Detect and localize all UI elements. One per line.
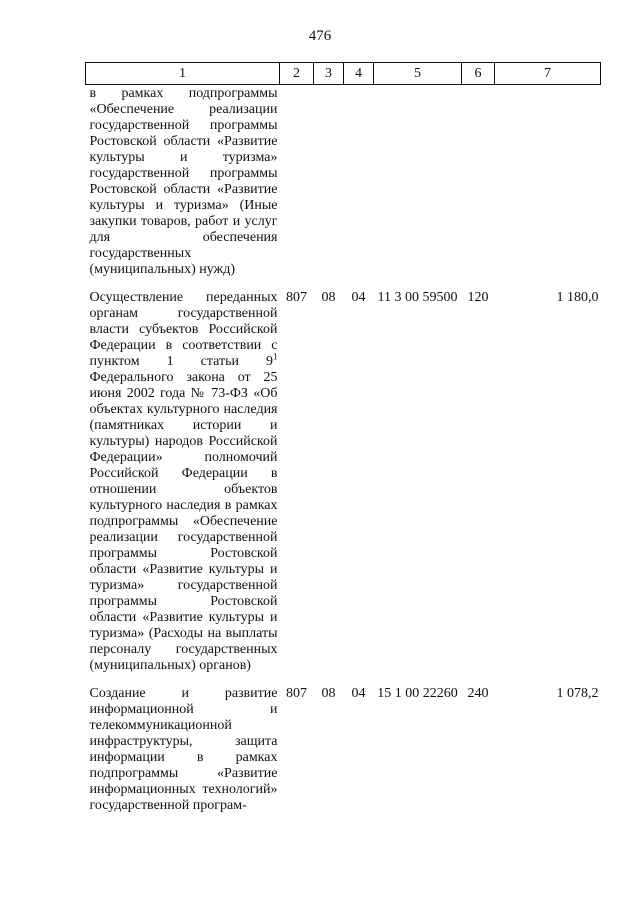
cell-amount: 1 180,0 — [556, 290, 599, 305]
cell-target-article — [374, 85, 462, 291]
column-header: 2 — [280, 63, 314, 85]
table-header-row — [86, 63, 601, 85]
cell-expense-type: 120 — [467, 290, 489, 305]
column-header: 6 — [462, 63, 495, 85]
cell-section: 08 — [321, 290, 336, 305]
cell-ministry-code: 807 — [286, 290, 307, 305]
superscript-marker: 1 — [273, 351, 278, 362]
table-row — [86, 686, 601, 814]
cell-expense-type: 240 — [467, 686, 489, 701]
cell-section — [314, 85, 344, 291]
cell-subsection: 04 — [351, 290, 366, 305]
row-description — [86, 290, 280, 686]
cell-subsection — [344, 85, 374, 291]
column-header: 7 — [495, 63, 601, 85]
table-row — [86, 290, 601, 686]
page-number: 476 — [308, 28, 332, 44]
table-row — [86, 85, 601, 291]
row-description-start: Осуществление переданных органам государственной власти субъектов Российской Федерации в соответствии с пунктом 1 статьи 9 — [89, 290, 278, 369]
cell-target-article: 11 3 00 59500 — [377, 290, 458, 305]
row-description-end: Федерального закона от 25 июня 2002 года № 73-ФЗ «Об объектах культурного наследия (памятниках истории и культуры) народов Российской Федерации» полномочий Российской Федерации в отношении объектов культурного наследия в рамках подпрограммы «Обеспечение реализации государственной программы Ростовской области «Развитие культуры и туризма» государственной программы Ростовской области «Развитие культуры и туризма» (Расходы на выплаты персоналу государственных (муниципальных) органов) — [89, 370, 278, 673]
cell-target-article: 15 1 00 22260 — [377, 686, 458, 701]
column-header: 5 — [374, 63, 462, 85]
cell-expense-type — [462, 85, 495, 291]
budget-table — [85, 62, 601, 814]
cell-amount — [495, 85, 601, 291]
column-header: 3 — [314, 63, 344, 85]
row-description: в рамках подпрограммы «Обеспечение реализации государственной программы Ростовской области «Развитие культуры и туризма» государственной программы Ростовской области «Развитие культуры и туризма» (Иные закупки товаров, работ и услуг для обеспечения государственных (муниципальных) нужд) — [89, 86, 278, 277]
column-header: 4 — [344, 63, 374, 85]
column-header: 1 — [86, 63, 280, 85]
cell-ministry-code — [280, 85, 314, 291]
cell-subsection: 04 — [351, 686, 366, 701]
cell-ministry-code: 807 — [286, 686, 307, 701]
row-description: Создание и развитие информационной и телекоммуникационной инфраструктуры, защита информации в рамках подпрограммы «Развитие информационных технологий» государственной програм- — [89, 686, 278, 813]
cell-amount: 1 078,2 — [556, 686, 599, 701]
cell-section: 08 — [321, 686, 336, 701]
